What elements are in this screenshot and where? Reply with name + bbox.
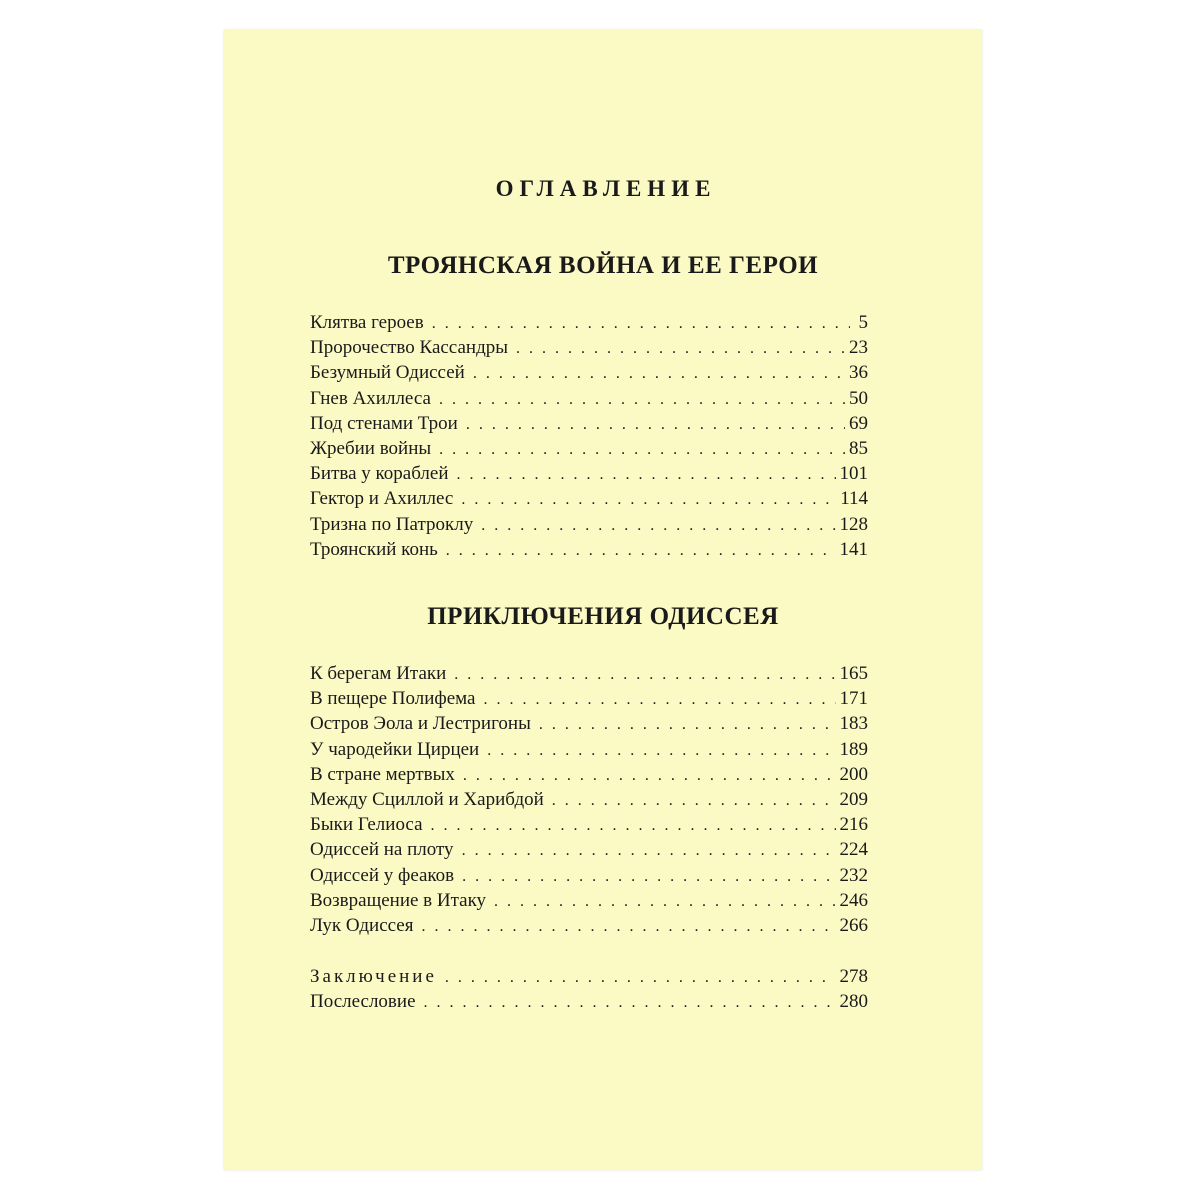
toc-entry-page: 114 (840, 488, 868, 510)
toc-entry-label: Клятва героев (310, 312, 424, 333)
toc-entry (310, 360, 868, 385)
toc-entry (310, 411, 868, 436)
dot-leader (552, 788, 836, 813)
toc-entry-conclusion (310, 964, 868, 989)
dot-leader (445, 965, 836, 990)
toc-entry-label: В пещере Полифема (310, 688, 476, 710)
toc-entry-page: 128 (839, 513, 868, 535)
toc-entry-label: Остров Эола и Лестригоны (310, 713, 531, 735)
dot-leader (539, 712, 836, 737)
toc-entry-label: Гектор и Ахиллес (310, 488, 454, 510)
toc-entry-page: 23 (849, 337, 868, 359)
toc-entry-label: Между Сциллой и Харибдой (310, 788, 544, 810)
toc-entry (310, 486, 868, 511)
toc-entry (310, 913, 868, 938)
dot-leader (431, 813, 836, 838)
toc-entry (310, 512, 868, 537)
dot-leader (439, 387, 845, 412)
toc-entry-page: 246 (839, 889, 868, 911)
toc-entry-page: 50 (849, 387, 868, 409)
toc-entry (310, 661, 868, 686)
toc-entry-page: 224 (839, 839, 868, 861)
toc-entry-page: 85 (849, 437, 868, 459)
dot-leader (516, 336, 845, 361)
dot-leader (483, 687, 835, 712)
toc-entry-page: 200 (839, 763, 868, 785)
dot-leader (463, 763, 836, 788)
toc-entry-page: 171 (839, 688, 868, 710)
dot-leader (462, 838, 836, 863)
toc-entry-page: 165 (839, 663, 868, 684)
toc-entry-page: 189 (839, 738, 868, 760)
toc-entry-label: Битва у кораблей (310, 463, 449, 485)
toc-entry-label: Гнев Ахиллеса (310, 387, 431, 409)
toc-entry-label: Лук Одиссея (310, 914, 414, 936)
toc-entry (310, 762, 868, 787)
toc-section-odyssey (310, 661, 868, 938)
toc-entry (310, 386, 868, 411)
dot-leader (462, 864, 835, 889)
toc-entry-label: Троянский конь (310, 538, 438, 560)
toc-section-back-matter (310, 964, 868, 1014)
toc-entry-page: 101 (839, 463, 868, 485)
toc-entry-label: Заключение (310, 966, 437, 987)
toc-entry-page: 209 (839, 788, 868, 810)
toc-entry (310, 863, 868, 888)
toc-entry-page: 36 (849, 362, 868, 384)
dot-leader (424, 990, 836, 1015)
toc-entry-page: 141 (839, 538, 868, 560)
toc-entry-label: Пророчество Кассандры (310, 337, 509, 359)
dot-leader (461, 487, 836, 512)
dot-leader (481, 513, 835, 538)
toc-entry (310, 837, 868, 862)
toc-entry (310, 537, 868, 562)
toc-entry-label: Быки Гелиоса (310, 814, 423, 836)
dot-leader (473, 361, 845, 386)
dot-leader (466, 412, 845, 437)
dot-leader (457, 462, 836, 487)
toc-entry-page: 232 (839, 864, 868, 886)
part-title-trojan-war: ТРОЯНСКАЯ ВОЙНА И ЕЕ ГЕРОИ (387, 252, 819, 279)
page-title: ОГЛАВЛЕНИЕ (495, 176, 717, 201)
toc-entry (310, 812, 868, 837)
toc-entry (310, 335, 868, 360)
toc-entry (310, 436, 868, 461)
dot-leader (421, 914, 835, 939)
toc-entry (310, 686, 868, 711)
toc-entry (310, 310, 868, 335)
toc-entry (310, 711, 868, 736)
toc-entry-page: 69 (849, 412, 868, 434)
toc-entry-label: Возвращение в Итаку (310, 889, 487, 911)
toc-entry-page: 278 (839, 966, 868, 987)
toc-entry-afterword (310, 989, 868, 1014)
toc-entry-label: Под стенами Трои (310, 412, 458, 434)
toc-entry-page: 266 (839, 914, 868, 936)
toc-entry-page: 216 (839, 814, 868, 836)
toc-entry-label: Безумный Одиссей (310, 362, 465, 384)
toc-entry (310, 888, 868, 913)
dot-leader (454, 662, 835, 687)
toc-section-trojan-war (310, 310, 868, 562)
book-page (224, 30, 982, 1170)
toc-entry-label: Одиссей у феаков (310, 864, 455, 886)
toc-entry-page: 183 (839, 713, 868, 735)
toc-entry-label: Жребии войны (310, 437, 432, 459)
dot-leader (446, 538, 836, 563)
dot-leader (494, 889, 835, 914)
toc-entry (310, 787, 868, 812)
dot-leader (432, 311, 850, 336)
toc-entry-label: Послесловие (310, 991, 416, 1013)
toc-entry-label: Одиссей на плоту (310, 839, 454, 861)
toc-entry (310, 737, 868, 762)
toc-entry (310, 461, 868, 486)
part-title-odyssey: ПРИКЛЮЧЕНИЯ ОДИССЕЯ (427, 603, 779, 630)
toc-entry-label: К берегам Итаки (310, 663, 447, 684)
toc-entry-page: 280 (839, 991, 868, 1013)
toc-entry-page: 5 (858, 312, 868, 333)
toc-entry-label: В стране мертвых (310, 763, 455, 785)
dot-leader (439, 437, 845, 462)
toc-entry-label: У чародейки Цирцеи (310, 738, 480, 760)
dot-leader (487, 738, 835, 763)
toc-entry-label: Тризна по Патроклу (310, 513, 474, 535)
